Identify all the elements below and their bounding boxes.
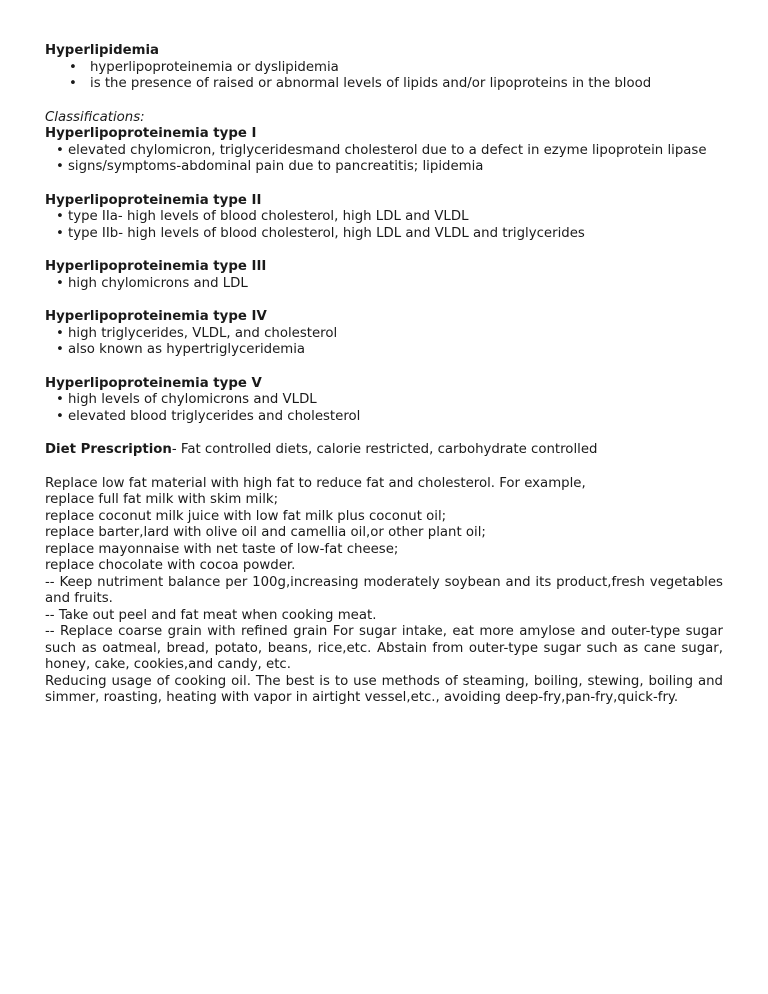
type-3-list: [45, 276, 723, 293]
body-line: replace mayonnaise with net taste of low-fat cheese;: [45, 541, 399, 557]
list-item: • high triglycerides, VLDL, and cholesterol: [45, 326, 723, 343]
body-line: replace coconut milk juice with low fat milk plus coconut oil;: [45, 508, 447, 524]
spacer: [45, 425, 723, 442]
spacer: [45, 292, 723, 309]
body-line: replace chocolate with cocoa powder.: [45, 558, 296, 573]
list-item: • elevated blood triglycerides and cholesterol: [45, 409, 723, 426]
type-3-heading: Hyperlipoproteinemia type III: [45, 259, 267, 274]
list-item: • signs/symptoms-abdominal pain due to pancreatitis; lipidemia: [45, 159, 723, 176]
spacer: [45, 93, 723, 110]
body-paragraph: Reducing usage of cooking oil. The best is to use methods of steaming, boiling, stewing, boiling and simmer, roasting, heating with vapor in airtight vessel,etc., avoiding deep-fry,pan-fry,quick-fry.: [45, 673, 723, 705]
type-1-list: [45, 143, 723, 176]
body-line: Replace low fat material with high fat to reduce fat and cholesterol. For example,: [45, 475, 586, 491]
list-item: • elevated chylomicron, triglyceridesmand cholesterol due to a defect in ezyme lipoprotein lipase: [45, 143, 723, 160]
type-4-heading: Hyperlipoproteinemia type IV: [45, 309, 267, 324]
body-line: replace full fat milk with skim milk;: [45, 492, 279, 507]
spacer: [45, 176, 723, 193]
type-5-list: [45, 392, 723, 425]
intro-list: [45, 60, 723, 93]
diet-prescription-text: - Fat controlled diets, calorie restricted, carbohydrate controlled: [171, 442, 598, 457]
type-1-heading: Hyperlipoproteinemia type I: [45, 126, 257, 141]
doc-title: Hyperlipidemia: [45, 43, 160, 58]
body-paragraph: -- Keep nutriment balance per 100g,increasing moderately soybean and its product,fresh vegetables and fruits.: [45, 574, 723, 606]
spacer: [45, 359, 723, 376]
diet-prescription-label: Diet Prescription: [45, 442, 172, 457]
body-paragraph: -- Replace coarse grain with refined grain For sugar intake, eat more amylose and outer-type sugar such as oatmeal, bread, potato, beans, rice,etc. Abstain from outer-type sugar such as cane sugar, honey, cake, cookies,and candy, etc.: [45, 624, 723, 672]
list-item: • hyperlipoproteinemia or dyslipidemia: [45, 60, 723, 77]
document-page: [45, 43, 723, 707]
body-line: replace barter,lard with olive oil and camellia oil,or other plant oil;: [45, 525, 486, 540]
spacer: [45, 459, 723, 476]
list-item: • type IIb- high levels of blood cholesterol, high LDL and VLDL and triglycerides: [45, 226, 723, 243]
list-item: • type IIa- high levels of blood cholesterol, high LDL and VLDL: [45, 209, 723, 226]
spacer: [45, 242, 723, 259]
type-4-list: [45, 326, 723, 359]
diet-prescription: [45, 442, 723, 459]
list-item: • high levels of chylomicrons and VLDL: [45, 392, 723, 409]
list-item: • high chylomicrons and LDL: [45, 276, 723, 293]
type-5-heading: Hyperlipoproteinemia type V: [45, 375, 262, 391]
list-item: • is the presence of raised or abnormal levels of lipids and/or lipoproteins in the blood: [45, 76, 723, 93]
classifications-label: Classifications:: [45, 109, 145, 125]
type-2-heading: Hyperlipoproteinemia type II: [45, 192, 262, 208]
body-paragraph: -- Take out peel and fat meat when cooking meat.: [45, 607, 377, 623]
list-item: • also known as hypertriglyceridemia: [45, 342, 723, 359]
type-2-list: [45, 209, 723, 242]
